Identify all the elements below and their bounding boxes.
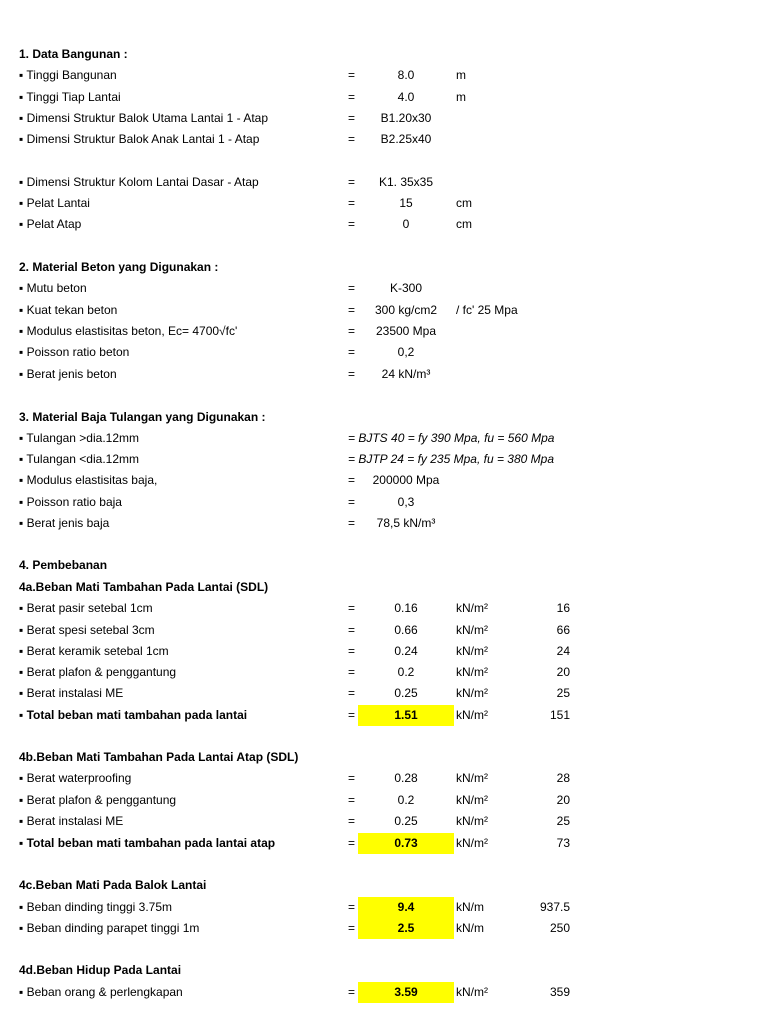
label-cell[interactable]: ▪ Dimensi Struktur Balok Anak Lantai 1 - Atap [19,132,260,146]
section-heading[interactable]: 1. Data Bangunan : [19,47,128,61]
section-heading-row [0,577,768,598]
total-cell[interactable]: 66 [556,623,570,637]
label-cell[interactable]: ▪ Mutu beton [19,281,87,295]
section-heading-row [0,960,768,981]
value-cell[interactable]: 300 kg/cm2 [374,303,438,317]
value-cell[interactable]: K1. 35x35 [378,175,434,189]
total-cell[interactable]: 250 [549,921,570,935]
label-cell[interactable]: ▪ Beban orang & perlengkapan [19,985,183,999]
value-cell[interactable]: 24 kN/m³ [381,367,431,381]
value-cell[interactable]: 0,2 [397,345,415,359]
data-row [0,641,768,662]
equals-cell[interactable]: = [348,771,356,785]
equals-cell[interactable]: = [348,111,356,125]
value-cell[interactable]: 0.16 [394,601,418,615]
label-cell[interactable]: ▪ Berat instalasi ME [19,814,124,828]
equals-cell[interactable]: = [348,814,356,828]
unit-cell[interactable]: kN/m² [456,836,488,850]
equals-cell[interactable]: = [348,708,356,722]
value-cell[interactable]: 0 [402,217,410,231]
section-heading[interactable]: 4a.Beban Mati Tambahan Pada Lantai (SDL) [19,580,269,594]
data-row [0,811,768,832]
spec-cell[interactable]: = BJTP 24 = fy 235 Mpa, fu = 380 Mpa [348,452,555,466]
equals-cell[interactable]: = [348,601,356,615]
unit-cell[interactable]: kN/m² [456,665,488,679]
data-row [0,278,768,299]
data-row [0,918,768,939]
label-cell[interactable]: ▪ Tinggi Bangunan [19,68,117,82]
value-cell[interactable]: 8.0 [397,68,415,82]
highlighted-value-cell[interactable]: 0.73 [358,833,454,854]
label-cell[interactable]: ▪ Berat jenis baja [19,516,110,530]
unit-cell[interactable]: kN/m² [456,771,488,785]
unit-cell[interactable]: kN/m² [456,601,488,615]
data-row [0,790,768,811]
section-heading-row [0,44,768,65]
value-cell[interactable]: 23500 Mpa [375,324,437,338]
section-heading-row [0,875,768,896]
section-heading[interactable]: 4c.Beban Mati Pada Balok Lantai [19,878,207,892]
total-cell[interactable]: 20 [556,665,570,679]
equals-cell[interactable]: = [348,686,356,700]
data-row [0,768,768,789]
data-row [0,513,768,534]
data-row [0,662,768,683]
unit-cell[interactable]: kN/m² [456,985,488,999]
label-cell[interactable]: ▪ Pelat Atap [19,217,82,231]
data-row [0,172,768,193]
total-cell[interactable]: 20 [556,793,570,807]
value-cell[interactable]: 0.24 [394,644,418,658]
equals-cell[interactable]: = [348,217,356,231]
section-heading-row [0,407,768,428]
label-cell[interactable]: ▪ Beban dinding tinggi 3.75m [19,900,173,914]
equals-cell[interactable]: = [348,665,356,679]
total-cell[interactable]: 24 [556,644,570,658]
section-heading-row [0,257,768,278]
label-cell[interactable]: ▪ Berat pasir setebal 1cm [19,601,153,615]
highlighted-value-cell[interactable]: 1.51 [358,705,454,726]
label-cell[interactable]: ▪ Berat plafon & penggantung [19,665,177,679]
equals-cell[interactable]: = [348,623,356,637]
unit-cell[interactable]: kN/m [456,921,484,935]
data-row [0,449,768,470]
equals-cell[interactable]: = [348,324,356,338]
unit-cell[interactable]: kN/m² [456,644,488,658]
data-row [0,342,768,363]
equals-cell[interactable]: = [348,175,356,189]
equals-cell[interactable]: = [348,793,356,807]
section-heading[interactable]: 4b.Beban Mati Tambahan Pada Lantai Atap (SDL) [19,750,299,764]
highlighted-value-cell[interactable]: 9.4 [358,897,454,918]
equals-cell[interactable]: = [348,303,356,317]
value-cell[interactable]: 0.66 [394,623,418,637]
unit-cell[interactable]: m [456,90,466,104]
data-row [0,129,768,150]
label-cell[interactable]: ▪ Berat spesi setebal 3cm [19,623,155,637]
unit-cell[interactable]: / fc' 25 Mpa [456,303,518,317]
label-cell[interactable]: ▪ Tulangan >dia.12mm [19,431,139,445]
label-cell[interactable]: ▪ Tinggi Tiap Lantai [19,90,121,104]
data-row [0,598,768,619]
data-row [0,65,768,86]
equals-cell[interactable]: = [348,90,356,104]
total-cell[interactable]: 151 [549,708,570,722]
total-cell[interactable]: 28 [556,771,570,785]
label-cell[interactable]: ▪ Modulus elastisitas baja, [19,473,158,487]
data-row [0,108,768,129]
label-cell[interactable]: ▪ Berat waterproofing [19,771,132,785]
label-cell[interactable]: ▪ Total beban mati tambahan pada lantai atap [19,836,276,850]
equals-cell[interactable]: = [348,345,356,359]
value-cell[interactable]: 0,3 [397,495,415,509]
data-row [0,87,768,108]
data-row [0,683,768,704]
data-row [0,364,768,385]
equals-cell[interactable]: = [348,836,356,850]
section-heading-row [0,555,768,576]
data-row [0,492,768,513]
value-cell[interactable]: K-300 [389,281,423,295]
equals-cell[interactable]: = [348,473,356,487]
label-cell[interactable]: ▪ Berat plafon & penggantung [19,793,177,807]
section-heading[interactable]: 2. Material Beton yang Digunakan : [19,260,219,274]
value-cell[interactable]: B2.25x40 [380,132,432,146]
highlighted-value-cell[interactable]: 3.59 [358,982,454,1003]
unit-cell[interactable]: kN/m² [456,623,488,637]
unit-cell[interactable]: kN/m² [456,708,488,722]
value-cell[interactable]: 200000 Mpa [372,473,440,487]
equals-cell[interactable]: = [348,132,356,146]
label-cell[interactable]: ▪ Berat instalasi ME [19,686,124,700]
total-cell[interactable]: 73 [556,836,570,850]
equals-cell[interactable]: = [348,281,356,295]
section-heading-row [0,747,768,768]
value-cell[interactable]: 15 [399,196,413,210]
equals-cell[interactable]: = [348,196,356,210]
value-cell[interactable]: 0.25 [394,686,418,700]
label-cell[interactable]: ▪ Poisson ratio beton [19,345,130,359]
label-cell[interactable]: ▪ Berat jenis beton [19,367,117,381]
equals-cell[interactable]: = [348,68,356,82]
equals-cell[interactable]: = [348,495,356,509]
section-heading[interactable]: 3. Material Baja Tulangan yang Digunakan : [19,410,266,424]
data-row [0,300,768,321]
data-row [0,833,768,854]
label-cell[interactable]: ▪ Dimensi Struktur Kolom Lantai Dasar - Atap [19,175,259,189]
unit-cell[interactable]: kN/m [456,900,484,914]
equals-cell[interactable]: = [348,644,356,658]
section-heading[interactable]: 4. Pembebanan [19,558,108,572]
unit-cell[interactable]: cm [456,196,472,210]
label-cell[interactable]: ▪ Modulus elastisitas beton, Ec= 4700√fc' [19,324,238,338]
equals-cell[interactable]: = [348,367,356,381]
label-cell[interactable]: ▪ Tulangan <dia.12mm [19,452,139,466]
data-row [0,897,768,918]
data-row [0,214,768,235]
label-cell[interactable]: ▪ Beban dinding parapet tinggi 1m [19,921,200,935]
label-cell[interactable]: ▪ Total beban mati tambahan pada lantai [19,708,248,722]
data-row [0,321,768,342]
unit-cell[interactable]: kN/m² [456,814,488,828]
equals-cell[interactable]: = [348,985,356,999]
spec-cell[interactable]: = BJTS 40 = fy 390 Mpa, fu = 560 Mpa [348,431,555,445]
data-row [0,193,768,214]
value-cell[interactable]: B1.20x30 [380,111,432,125]
equals-cell[interactable]: = [348,900,356,914]
data-row [0,428,768,449]
total-cell[interactable]: 25 [556,814,570,828]
section-heading[interactable]: 4d.Beban Hidup Pada Lantai [19,963,182,977]
label-cell[interactable]: ▪ Kuat tekan beton [19,303,118,317]
label-cell[interactable]: ▪ Pelat Lantai [19,196,90,210]
unit-cell[interactable]: kN/m² [456,686,488,700]
data-row [0,470,768,491]
total-cell[interactable]: 16 [556,601,570,615]
unit-cell[interactable]: m [456,68,466,82]
highlighted-value-cell[interactable]: 2.5 [358,918,454,939]
value-cell[interactable]: 4.0 [397,90,415,104]
data-row [0,620,768,641]
label-cell[interactable]: ▪ Berat keramik setebal 1cm [19,644,169,658]
value-cell[interactable]: 0.2 [397,793,415,807]
label-cell[interactable]: ▪ Dimensi Struktur Balok Utama Lantai 1 - Atap [19,111,269,125]
value-cell[interactable]: 0.28 [394,771,418,785]
label-cell[interactable]: ▪ Poisson ratio baja [19,495,122,509]
total-cell[interactable]: 359 [549,985,570,999]
value-cell[interactable]: 0.25 [394,814,418,828]
unit-cell[interactable]: cm [456,217,472,231]
data-row [0,705,768,726]
equals-cell[interactable]: = [348,921,356,935]
data-row [0,982,768,1003]
value-cell[interactable]: 0.2 [397,665,415,679]
unit-cell[interactable]: kN/m² [456,793,488,807]
total-cell[interactable]: 25 [556,686,570,700]
total-cell[interactable]: 937.5 [539,900,570,914]
value-cell[interactable]: 78,5 kN/m³ [376,516,436,530]
equals-cell[interactable]: = [348,516,356,530]
